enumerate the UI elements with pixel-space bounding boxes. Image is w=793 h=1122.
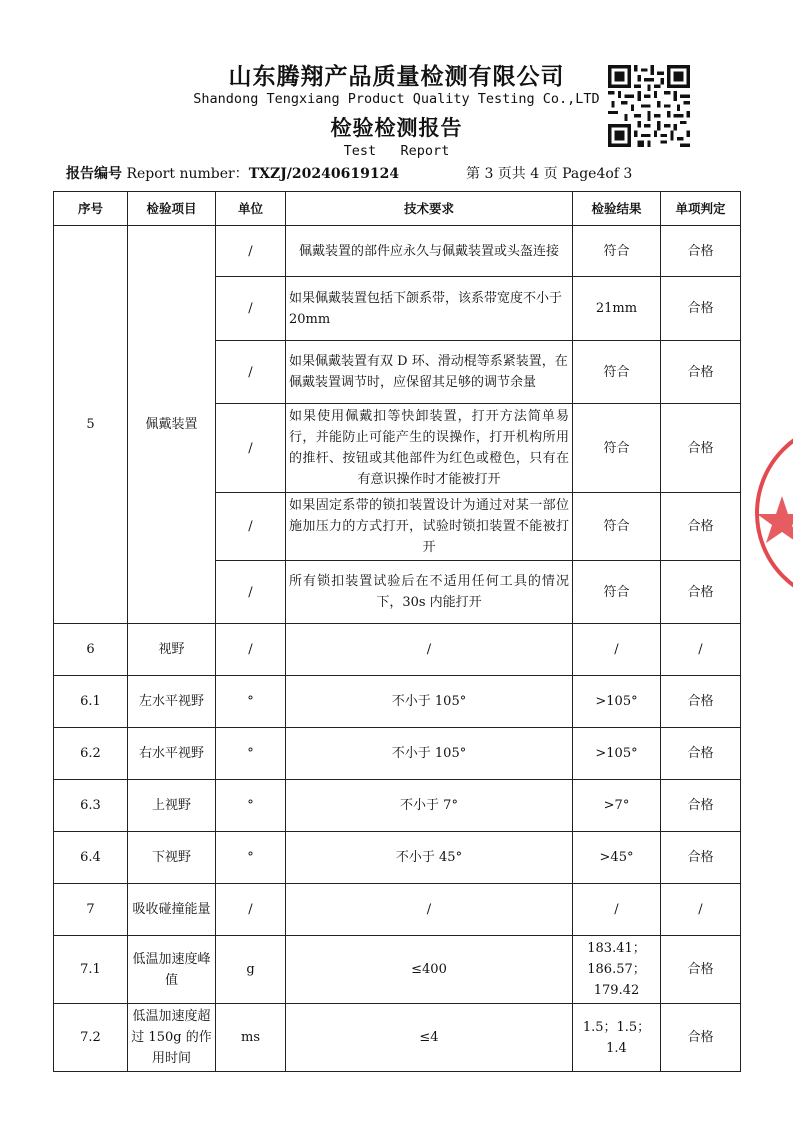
cell-no: 7.2 bbox=[54, 1004, 128, 1072]
cell-no: 7.1 bbox=[54, 936, 128, 1004]
cell-result: 符合 bbox=[573, 226, 661, 277]
cell-verdict: / bbox=[661, 884, 741, 936]
cell-requirement: / bbox=[286, 884, 573, 936]
cell-item: 低温加速度峰值 bbox=[128, 936, 216, 1004]
cell-unit: ° bbox=[216, 728, 286, 780]
cell-no: 6.2 bbox=[54, 728, 128, 780]
cell-unit: ms bbox=[216, 1004, 286, 1072]
cell-verdict: 合格 bbox=[661, 832, 741, 884]
cell-unit: / bbox=[216, 561, 286, 624]
cell-result: 183.41；186.57；179.42 bbox=[573, 936, 661, 1004]
report-number bbox=[66, 163, 399, 183]
cell-requirement: 如果佩戴装置有双 D 环、滑动棍等系紧装置，在佩戴装置调节时，应保留其足够的调节余量 bbox=[286, 341, 573, 404]
cell-result: 符合 bbox=[573, 561, 661, 624]
cell-no: 6.1 bbox=[54, 676, 128, 728]
cell-requirement: 不小于 105° bbox=[286, 728, 573, 780]
report-title-en: Test Report bbox=[343, 143, 450, 159]
cell-unit: / bbox=[216, 884, 286, 936]
cell-unit: / bbox=[216, 624, 286, 676]
table-row bbox=[54, 780, 741, 832]
cell-requirement: 所有锁扣装置试验后在不适用任何工具的情况下，30s 内能打开 bbox=[286, 561, 573, 624]
header-item: 检验项目 bbox=[128, 192, 216, 226]
cell-verdict: 合格 bbox=[661, 404, 741, 493]
cell-requirement: 佩戴装置的部件应永久与佩戴装置或头盔连接 bbox=[286, 226, 573, 277]
table-row bbox=[54, 832, 741, 884]
inspection-seal-stamp bbox=[752, 418, 793, 608]
table-row bbox=[54, 226, 741, 277]
cell-verdict: 合格 bbox=[661, 676, 741, 728]
cell-verdict: 合格 bbox=[661, 277, 741, 341]
cell-item: 吸收碰撞能量 bbox=[128, 884, 216, 936]
cell-unit: / bbox=[216, 404, 286, 493]
cell-unit: ° bbox=[216, 780, 286, 832]
report-number-label: 报告编号 bbox=[66, 166, 122, 182]
cell-result: 21mm bbox=[573, 277, 661, 341]
page-info: 第 3 页共 4 页 Page4of 3 bbox=[466, 166, 633, 182]
report-number-value: TXZJ/20240619124 bbox=[248, 166, 400, 182]
cell-item: 下视野 bbox=[128, 832, 216, 884]
header-verdict: 单项判定 bbox=[661, 192, 741, 226]
cell-verdict: 合格 bbox=[661, 1004, 741, 1072]
cell-verdict: 合格 bbox=[661, 561, 741, 624]
cell-item: 视野 bbox=[128, 624, 216, 676]
report-number-label-en: Report number： bbox=[126, 166, 249, 182]
cell-unit: ° bbox=[216, 676, 286, 728]
company-name-en: Shandong Tengxiang Product Quality Testing Co.,LTD bbox=[193, 91, 600, 107]
cell-no: 7 bbox=[54, 884, 128, 936]
cell-requirement: ≤400 bbox=[286, 936, 573, 1004]
cell-unit: ° bbox=[216, 832, 286, 884]
cell-result: 符合 bbox=[573, 341, 661, 404]
cell-no: 5 bbox=[54, 226, 128, 624]
cell-no: 6.4 bbox=[54, 832, 128, 884]
table-row bbox=[54, 1004, 741, 1072]
cell-item: 佩戴装置 bbox=[128, 226, 216, 624]
cell-requirement: 不小于 7° bbox=[286, 780, 573, 832]
header-no: 序号 bbox=[54, 192, 128, 226]
cell-requirement: 不小于 45° bbox=[286, 832, 573, 884]
cell-requirement: 不小于 105° bbox=[286, 676, 573, 728]
cell-result: 1.5；1.5；1.4 bbox=[573, 1004, 661, 1072]
cell-no: 6 bbox=[54, 624, 128, 676]
cell-verdict: 合格 bbox=[661, 341, 741, 404]
cell-result: >105° bbox=[573, 728, 661, 780]
table-row bbox=[54, 728, 741, 780]
table-row bbox=[54, 884, 741, 936]
cell-unit: / bbox=[216, 493, 286, 561]
cell-result: / bbox=[573, 624, 661, 676]
cell-verdict: / bbox=[661, 624, 741, 676]
cell-verdict: 合格 bbox=[661, 936, 741, 1004]
cell-requirement: 如果固定系带的锁扣装置设计为通过对某一部位施加压力的方式打开，试验时锁扣装置不能被打开 bbox=[286, 493, 573, 561]
cell-unit: g bbox=[216, 936, 286, 1004]
cell-item: 右水平视野 bbox=[128, 728, 216, 780]
header-requirement: 技术要求 bbox=[286, 192, 573, 226]
cell-requirement: ≤4 bbox=[286, 1004, 573, 1072]
cell-result: >45° bbox=[573, 832, 661, 884]
cell-unit: / bbox=[216, 341, 286, 404]
cell-item: 左水平视野 bbox=[128, 676, 216, 728]
cell-verdict: 合格 bbox=[661, 226, 741, 277]
header-unit: 单位 bbox=[216, 192, 286, 226]
cell-result: / bbox=[573, 884, 661, 936]
cell-item: 上视野 bbox=[128, 780, 216, 832]
table-header-row bbox=[54, 192, 741, 226]
results-table bbox=[53, 191, 741, 1072]
cell-requirement: / bbox=[286, 624, 573, 676]
report-title-cn: 检验检测报告 bbox=[330, 115, 463, 140]
cell-requirement: 如果佩戴装置包括下颌系带，该系带宽度不小于 20mm bbox=[286, 277, 573, 341]
cell-result: 符合 bbox=[573, 493, 661, 561]
company-name-cn: 山东腾翔产品质量检测有限公司 bbox=[228, 63, 565, 90]
cell-item: 低温加速度超过 150g 的作用时间 bbox=[128, 1004, 216, 1072]
cell-requirement: 如果使用佩戴扣等快卸装置，打开方法简单易行，并能防止可能产生的误操作，打开机构所用的推杆、按钮或其他部件为红色或橙色，只有在有意识操作时才能被打开 bbox=[286, 404, 573, 493]
cell-verdict: 合格 bbox=[661, 780, 741, 832]
header-result: 检验结果 bbox=[573, 192, 661, 226]
cell-unit: / bbox=[216, 226, 286, 277]
cell-result: >105° bbox=[573, 676, 661, 728]
table-row bbox=[54, 676, 741, 728]
qr-code-icon bbox=[608, 65, 690, 147]
table-row bbox=[54, 624, 741, 676]
table-row bbox=[54, 936, 741, 1004]
cell-result: >7° bbox=[573, 780, 661, 832]
cell-verdict: 合格 bbox=[661, 493, 741, 561]
cell-verdict: 合格 bbox=[661, 728, 741, 780]
cell-no: 6.3 bbox=[54, 780, 128, 832]
cell-result: 符合 bbox=[573, 404, 661, 493]
cell-unit: / bbox=[216, 277, 286, 341]
